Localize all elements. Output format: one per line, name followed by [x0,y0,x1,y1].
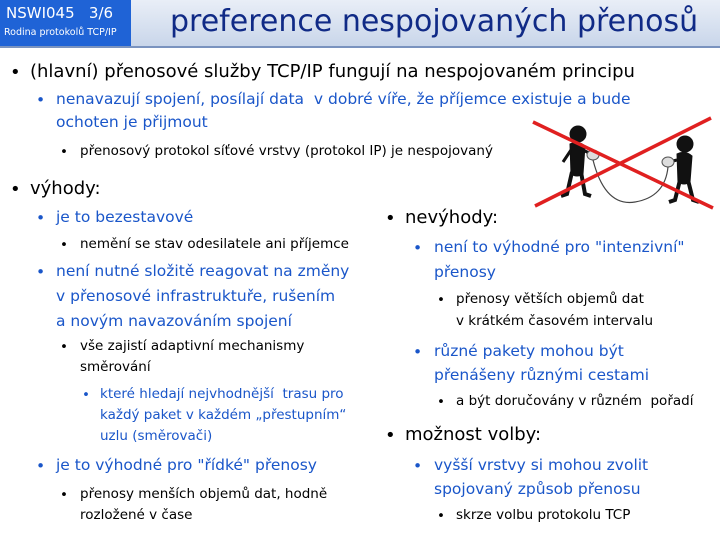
advantage-2-line1: není nutné složitě reagovat na změny [56,262,350,280]
disadvantage-2-line2: přenášeny různými cestami [434,366,650,384]
advantage-3-sub-line1: přenosy menších objemů dat, hodně [80,486,328,502]
bullet-dot-icon: • [36,457,46,475]
advantage-1-sub: nemění se stav odesilatele ani příjemce [80,236,349,252]
tin-can-right-icon [662,157,674,167]
advantage-2-subsub-line2: každý paket v každém „přestupním“ [100,407,347,423]
bullet-dot-icon: • [413,457,423,475]
disadvantage-1-line2: přenosy [434,263,496,281]
disadvantage-2-sub: a být doručovány v různém pořadí [456,393,694,409]
course-code: NSWI045 3/6 [6,4,114,22]
advantage-3: je to výhodné pro "řídké" přenosy [56,456,317,474]
main-bullet: (hlavní) přenosové služby TCP/IP fungují na nespojovaném principu [30,61,635,82]
bullet-dot-icon: • [437,394,445,410]
bullet-dot-icon: • [36,91,46,109]
disadvantage-2-line1: různé pakety mohou být [434,342,624,360]
advantage-2-subsub-line3: uzlu (směrovači) [100,428,213,444]
bullet-dot-icon: • [10,179,21,200]
course-badge [0,0,131,46]
bullet-dot-icon: • [60,339,68,355]
bullet-dot-icon: • [413,239,423,257]
slide-title: preference nespojovaných přenosů [170,4,699,39]
bullet-dot-icon: • [385,208,396,229]
advantage-1: je to bezestavové [56,208,194,226]
bullet-dot-icon: • [437,292,445,308]
tin-can-phone-crossed-icon [525,112,720,212]
disadvantage-1-line1: není to výhodné pro "intenzivní" [434,238,685,256]
advantage-2-sub-line2: směrování [80,359,151,375]
choice-heading: možnost volby: [405,424,542,445]
disadvantage-1-sub-line1: přenosy větších objemů dat [456,291,644,307]
advantage-2-sub-line1: vše zajistí adaptivní mechanismy [80,338,305,354]
bullet-dot-icon: • [385,425,396,446]
advantage-3-sub-line2: rozložené v čase [80,507,193,523]
disadvantage-1-sub-line2: v krátkém časovém intervalu [456,313,654,329]
choice-1-line2: spojovaný způsob přenosu [434,480,641,498]
disadvantages-heading: nevýhody: [405,207,499,228]
bullet-dot-icon: • [36,263,46,281]
advantage-2-line2: v přenosové infrastruktuře, rušením [56,287,336,305]
person-right-icon [669,136,699,202]
advantage-2-subsub-line1: které hledají nejvhodnější trasu pro [100,386,344,402]
choice-1-line1: vyšší vrstvy si mohou zvolit [434,456,649,474]
bullet-dot-icon: • [36,209,46,227]
main-sub-line2: ochoten je přijmout [56,113,208,131]
bullet-dot-icon: • [60,144,68,160]
bullet-dot-icon: • [60,237,68,253]
bullet-dot-icon: • [60,487,68,503]
bullet-dot-icon: • [10,62,21,83]
slide-header [0,0,720,48]
main-sub-sub: přenosový protokol síťové vrstvy (protokol IP) je nespojovaný [80,143,493,159]
bullet-dot-icon: • [82,387,90,403]
main-sub-line1: nenavazují spojení, posílají data v dobré víře, že příjemce existuje a bude [56,90,631,108]
course-subtitle: Rodina protokolů TCP/IP [4,27,117,38]
bullet-dot-icon: • [437,508,445,524]
bullet-dot-icon: • [413,343,423,361]
choice-1-sub: skrze volbu protokolu TCP [456,507,631,523]
advantages-heading: výhody: [30,178,101,199]
advantage-2-line3: a novým navazováním spojení [56,312,292,330]
